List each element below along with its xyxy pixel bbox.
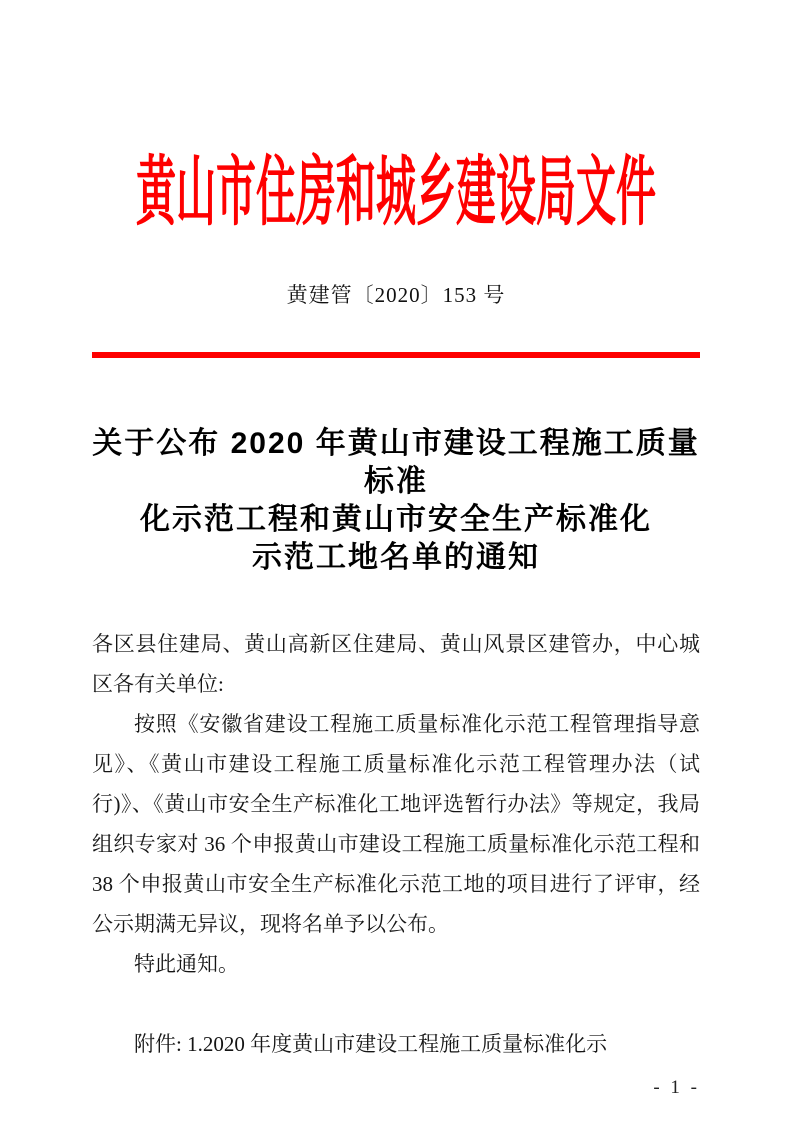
agency-title: 黄山市住房和城乡建设局文件: [136, 148, 656, 235]
page-number: - 1 -: [653, 1077, 700, 1098]
red-separator-line: [92, 352, 700, 358]
document-content: [92, 140, 700, 1098]
notice-title-line-2: 化示范工程和黄山市安全生产标准化: [140, 503, 652, 536]
body-line: 行)》、《黄山市安全生产标准化工地评选暂行办法》等规定，我局: [92, 792, 700, 816]
body-line: 组织专家对 36 个申报黄山市建设工程施工质量标准化示范工程和: [92, 832, 700, 856]
body-line: 38 个申报黄山市安全生产标准化示范工地的项目进行了评审，经: [92, 872, 700, 896]
body-line: 按照《安徽省建设工程施工质量标准化示范工程管理指导意: [134, 712, 700, 736]
notice-body: [92, 624, 700, 1064]
body-line: 公示期满无异议，现将名单予以公布。: [92, 912, 449, 936]
attachment-line: 附件: 1.2020 年度黄山市建设工程施工质量标准化示: [134, 1032, 608, 1056]
notice-title-line-1: 关于公布 2020 年黄山市建设工程施工质量标准: [92, 427, 700, 498]
body-line-spacer: [92, 984, 700, 1024]
document-number: 黄建管〔2020〕153 号: [286, 283, 506, 307]
body-line: 区各有关单位:: [92, 672, 224, 696]
notice-title: [92, 425, 700, 577]
body-line: 见》、《黄山市建设工程施工质量标准化示范工程管理办法（试: [92, 752, 700, 776]
agency-masthead: [92, 140, 700, 235]
notice-title-line-3: 示范工地名单的通知: [252, 541, 540, 574]
body-line: 特此通知。: [134, 952, 239, 976]
body-line: 各区县住建局、黄山高新区住建局、黄山风景区建管办，中心城: [92, 632, 700, 656]
